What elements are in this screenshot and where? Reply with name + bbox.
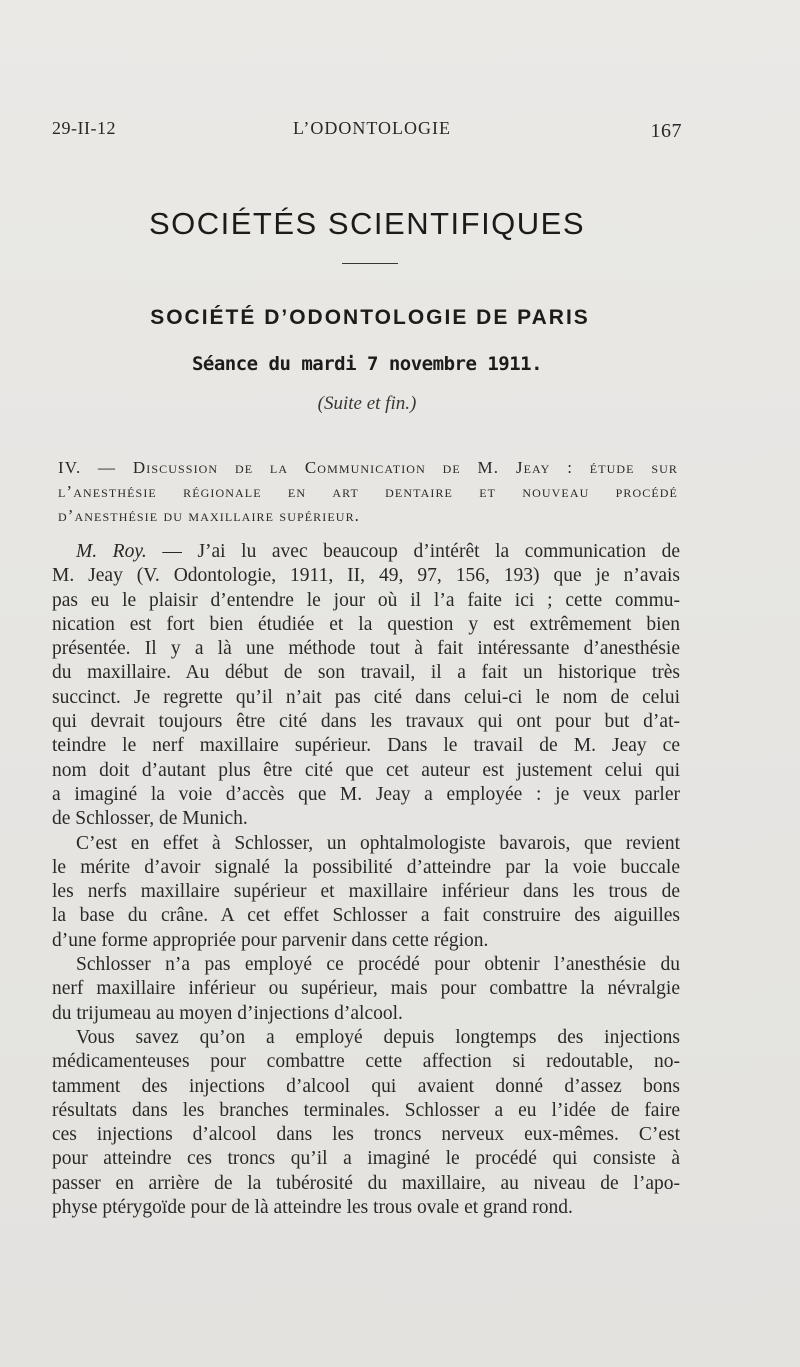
body-line: pas eu le plaisir d’entendre le jour où il l’a faite ici ; cette commu-: [52, 589, 680, 611]
body-line: ces injections d’alcool dans les troncs nerveux eux-mêmes. C’est: [52, 1124, 680, 1146]
body-line: résultats dans les branches terminales. Schlosser a eu l’idée de faire: [52, 1099, 680, 1121]
journal-name: L’ODONTOLOGIE: [293, 118, 451, 138]
running-head: [52, 118, 682, 148]
body-line: les nerfs maxillaire supérieur et maxillaire inférieur dans les trous de: [52, 881, 680, 903]
section-title: SOCIÉTÉS SCIENTIFIQUES: [148, 206, 586, 241]
body-line: succinct. Je regrette qu’il n’ait pas cité dans celui-ci le nom de celui: [52, 686, 680, 708]
session-date: Séance du mardi 7 novembre 1911.: [191, 353, 543, 375]
body-line: nication est fort bien étudiée et la question y est extrêmement bien: [52, 613, 680, 635]
body-line: du trijumeau au moyen d’injections d’alcool.: [52, 1002, 403, 1024]
body-line: pour atteindre ces troncs qu’il a imaginé le procédé qui consiste à: [52, 1148, 680, 1170]
discussion-heading: [58, 456, 678, 528]
issue-date: 29-II-12: [52, 118, 116, 138]
speaker-name: M. Roy.: [76, 541, 147, 562]
continuation-note: (Suite et fin.): [317, 393, 417, 414]
discussion-heading-line: d’anesthésie du maxillaire supérieur.: [58, 506, 361, 525]
body-line: médicamenteuses pour combattre cette affection si redoutable, no-: [52, 1051, 680, 1073]
body-line: tamment des injections d’alcool qui avaient donné d’assez bons: [52, 1075, 680, 1097]
society-title: SOCIÉTÉ D’ODONTOLOGIE DE PARIS: [150, 306, 590, 329]
discussion-heading-line: IV. — Discussion de la Communication de M. Jeay : étude sur: [58, 458, 678, 477]
body-line: présentée. Il y a là une méthode tout à fait intéressante d’anesthésie: [52, 638, 680, 660]
body-line: le mérite d’avoir signalé la possibilité d’atteindre par la voie buccale: [52, 856, 680, 878]
body-line: Schlosser n’a pas employé ce procédé pour obtenir l’anesthésie du: [76, 954, 680, 976]
discussion-heading-line: l’anesthésie régionale en art dentaire et nouveau procédé: [58, 482, 678, 501]
body-line: [52, 540, 680, 564]
article-body: [52, 540, 680, 1220]
body-line: du maxillaire. Au début de son travail, il a fait un historique très: [52, 662, 680, 684]
body-line: qui devrait toujours être cité dans les travaux qui ont pour but d’at-: [52, 711, 680, 733]
body-line: teindre le nerf maxillaire supérieur. Dans le travail de M. Jeay ce: [52, 735, 680, 757]
body-line: a imaginé la voie d’accès que M. Jeay a employée : je veux parler: [52, 783, 680, 805]
body-line: nerf maxillaire inférieur ou supérieur, mais pour combattre la névralgie: [52, 978, 680, 1000]
body-line: nom doit d’autant plus être cité que cet auteur est justement celui qui: [52, 759, 680, 781]
body-line: M. Jeay (V. Odontologie, 1911, II, 49, 97, 156, 193) que je n’avais: [52, 565, 680, 587]
body-line: de Schlosser, de Munich.: [52, 808, 248, 830]
page-number: 167: [650, 120, 682, 142]
body-line: la base du crâne. A cet effet Schlosser a fait construire des aiguilles: [52, 905, 680, 927]
body-line: passer en arrière de la tubérosité du maxillaire, au niveau de l’apo-: [52, 1172, 680, 1194]
body-line: physe ptérygoïde pour de là atteindre les trous ovale et grand rond.: [52, 1197, 573, 1219]
title-rule: [342, 263, 398, 264]
body-line: d’une forme appropriée pour parvenir dans cette région.: [52, 929, 489, 951]
body-line: C’est en effet à Schlosser, un ophtalmologiste bavarois, que revient: [76, 832, 680, 854]
body-line-text: — J’ai lu avec beaucoup d’intérêt la communication de: [146, 541, 681, 562]
body-line: Vous savez qu’on a employé depuis longtemps des injections: [76, 1026, 680, 1048]
